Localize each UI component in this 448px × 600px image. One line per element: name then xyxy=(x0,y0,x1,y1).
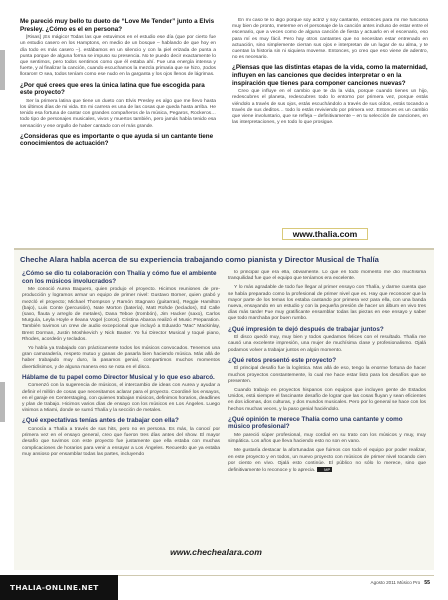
question-heading: Me pareció muy bello tu dueto de “Love Me Tender” junto a Elvis Presley. ¿Cómo es el en persona? xyxy=(20,18,215,33)
end-of-article-mark: MP xyxy=(317,467,332,472)
page-edge-tab xyxy=(0,382,5,422)
watermark: THALIA-ONLINE.NET xyxy=(0,575,118,600)
question-heading: ¿Qué opinión te merece Thalía como una cantante y como músico profesional? xyxy=(228,415,403,431)
question-heading: ¿Qué expectativas tenías antes de trabajar con ella? xyxy=(22,417,179,425)
interview-title: Cheche Alara habla acerca de su experiencia trabajando como pianista y Director Musical de Thalía xyxy=(20,255,379,264)
answer-paragraph: El principal desafío fue la logística. Mas allá de eso, tengo la enorme fortuna de hacer muchos proyectos constantemente, lo cual me hace estar listo para los desafíos que se presenten. xyxy=(228,366,426,384)
answer-paragraph: Y lo más agradable de todo fue llegar al primer ensayo con Thalía, y darme cuenta que se había preparado como la profesional de primer nivel que es. Hay que reconocer que la mayor parte de los temas los estaba cantando por primera vez para ella, con una banda nueva, ensayando en un estudio y con la pequeña presión de hacer un álbum en vivo tres días más tarde! Fue muy gratificante ensamblar todas las piezas en ese ensayo y saber que todo marchaba por buen rumbo. xyxy=(228,285,426,322)
answer-paragraph: Me pareció súper profesional, muy cordial en su trato con los músicos y muy, muy simpática. Los años que lleva haciendo esto no son en vano. xyxy=(228,433,426,445)
question-heading: ¿Piensas que las distintas etapas de la vida, como la maternidad, influyen en las canciones que decides interpretar o en la inspiración que tienes para componer canciones nuevas? xyxy=(232,64,428,87)
answer-paragraph: [Risas] ¡Es mágico! Todas las que estuvimos en el estudio ese día (que por cierto fue un estudio casero en los Hamptons, en medio de un bosque – hablando de que hoy en día todo es más casero –). estábamos en un silencio y con la piel erizada de punta a punta porque de alguna forma se impuso su presencia. No te puedo decir exactamente lo que sentimos, pero todos sentimos como que él estaba ahí. Fue una energía intensa y fuerte, y al finalizar la canción, cuando escuchamos la mezcla primaria que se hizo, ¡todos lloraron! O sea, todos teníam como ese nudo en la garganta y los ojos llenos de lágrimas. xyxy=(20,35,216,78)
question-heading: ¿Cómo se dio tu colaboración con Thalía y cómo fue el ambiente con los músicos involucrados? xyxy=(22,270,217,285)
cheche-alara-interview-panel xyxy=(14,248,434,570)
page-edge-tab xyxy=(0,50,5,90)
page-footer xyxy=(320,578,430,588)
page-number: 55 xyxy=(424,580,430,586)
answer-paragraph: En mi caso te lo digo porque soy actriz y soy cantante, entonces para mí me funciona muy bien de pronto, meterme en el personaje de la canción antes incluso de estar entre el escenario, que a veces como de alguna canción de fiesta y actuarlo en el escenario, eso para mí es muy fácil. Pero hay otros cantantes que no necesitan estar entrenado en actuación, sino simplemente cierran sus ojos e interpretan de un lugar de su alma, y te cuentan la historia sin ni siquiera moverse. Entonces, yo creo que eso viene de adentro, no es necesario. xyxy=(232,18,428,61)
answer-paragraph: Cuando trabajo en proyectos hispanos con equipos que incluyen gente de Estados Unidos, está siempre el fascinante desafío de lograr que las cosas fluyan y sean eficientes en dos idiomas, dos culturas, y dos mundos musicales. Pero por lo general se hace con los hechos muchas veces, y la paso genial haciéndolo. xyxy=(228,388,426,412)
bottom-right-column xyxy=(228,270,426,550)
top-right-column xyxy=(232,18,428,243)
question-heading: ¿Qué impresión te dejó después de trabajar juntos? xyxy=(228,325,384,333)
answer-paragraph: Me gustaría destacar la afortunadas que fuimos con todo el equipo por poder realizar, en este proyecto y en todos, un nuevo proyecto con músicos de primer nivel tocando cien por ciento en vivo. Ojalá esto continúe. El público no sólo lo merece, sino que definitivamente lo reconoce y lo aprecia. MP xyxy=(228,448,426,473)
answer-paragraph: Yo había ya trabajado con prácticamente todos los músicos convocados. Tenemos una gran camaradería, respeto mutuo y ganas de pasarla bien haciendo música. Más allá de haber trabajado muy duro, la pasamos genial, compartimos muchos momentos divertidísimos, y de alguna manera eso se nota en el disco. xyxy=(22,346,220,370)
bottom-left-column xyxy=(22,270,220,550)
answer-paragraph: Creo que influye en el cambio que te da la vida, porque cuando tienes un hijo, redescubres el planeta, redescubres todo lo entorno por primera vez, porque estás viéndolo a través de sus ojos, estás escuchándolo a través de sus oídos, estás tocando a través de sus deditos… todo lo estás reviviendo por primera vez. Entonces es un cambio que viene involuntario, que se refleja – definitivamente – en tu selección de canciones, en las interpretaciones, y en todo lo que prosigue. xyxy=(232,89,428,126)
interview-top-section xyxy=(20,18,430,243)
question-heading: Háblame de tu papel como Director Musical y lo que eso abarcó. xyxy=(22,373,215,381)
answer-paragraph: El disco quedó muy, muy bien y todos quedamos felices con el resultado. Thalía me causó una excelente impresión, una mujer de muchísima clase y profesionalismo. Ojalá podamos volver a trabajar juntos en algún momento. xyxy=(228,335,426,353)
answer-paragraph: Comenzó con la sugerencia de músicos, el intercambio de ideas con Aurea y ayudar a definir el millón de cosas que necesitamos aclarar para el proyecto. Coordiné los ensayos, en el garaje en Centerstaging, con quienes trabajan músicos, definimos horarios, deadlines y plan de trabajo. Hicimos varios días de ensayo con los músicos en Los Ángeles. Luego vinimos a Miami, donde se sumó Thalía y la sección de metales. xyxy=(22,383,220,414)
issue-label: Agosto 2011 Músico Pro xyxy=(370,580,421,585)
question-heading: ¿Consideras que es importante o que ayuda si un cantante tiene conocimientos de actuación? xyxy=(20,132,214,148)
top-left-column xyxy=(20,18,216,243)
answer-paragraph: Conocía a Thalía a través de sus hits, pero no en persona. Es más, la conocí por primera vez en el ensayo general, creo que fueron tres días antes del show. El mayor desafío que tuvimos con este proyecto fue justamente que ella estaba con muchas complicaciones de horarios para venir a ensayar a Los Ángeles. Recuerdo que ya estaba muy ansioso por ensamblar todas las partes, incluyendo xyxy=(22,427,220,457)
thalia-site-link[interactable]: www.thalia.com xyxy=(282,228,368,240)
answer-paragraph: Ser la primera latina que tiene un dueto con Elvis Presley es algo que me llevo hasta los últimos días de mi vida. En mi carrera es una de las cosas que queda hasta arriba. He tenido esa fortuna de cantar con grandes compañeros de la música, Pegaros, Rockeros… todo tipo de personajes musicales, vivos y muertos también, pero jamás había tenido esa sensación y ese orgullo de haber cantado con el más grande. xyxy=(20,98,216,129)
answer-paragraph: Me conoció Aurea Baquero, quien produjo el proyecto. Hicimos reuniones de pre-producción y logramos armar un equipo de primer nivel: Gustavo Borner, quien grabó y mezcló el proyecto; Michael Thompson y Ramón Stagnaro (guitarras), Reggie Hamilton (bajo), Luis Conte (percusión), Nate Morton (batería), Matt Rohde (teclados), Ed Calle (saxo, flauta y arreglo de metales), Dana Teboe (trombón), Jim Hacker (saxo), Carlos Murguía, Leyla Hoyle e Ileana Vogel (coros). Cristina Abaroa realizó el Music Preparation. También tuvimos un crew de audio excepcional que incluyó a Eduardo “Mac” Mackinlay, Brent Dorman, Justin Moshkevich y Nick Baxter. Yo fui Director Musical y toqué piano, Rhodes, acordeón y teclados. xyxy=(22,287,220,342)
cheche-alara-site-link[interactable]: www.chechealara.com xyxy=(170,547,262,557)
answer-paragraph: lo principal que era ella, obviamente. Lo que en todo momento me dio muchísima tranquilidad fue que el equipo que teníamos era excelente. xyxy=(228,270,426,282)
question-heading: ¿Por qué crees que eres la única latina que fue escogida para este proyecto? xyxy=(20,81,205,97)
question-heading: ¿Qué retos presentó este proyecto? xyxy=(228,356,337,364)
